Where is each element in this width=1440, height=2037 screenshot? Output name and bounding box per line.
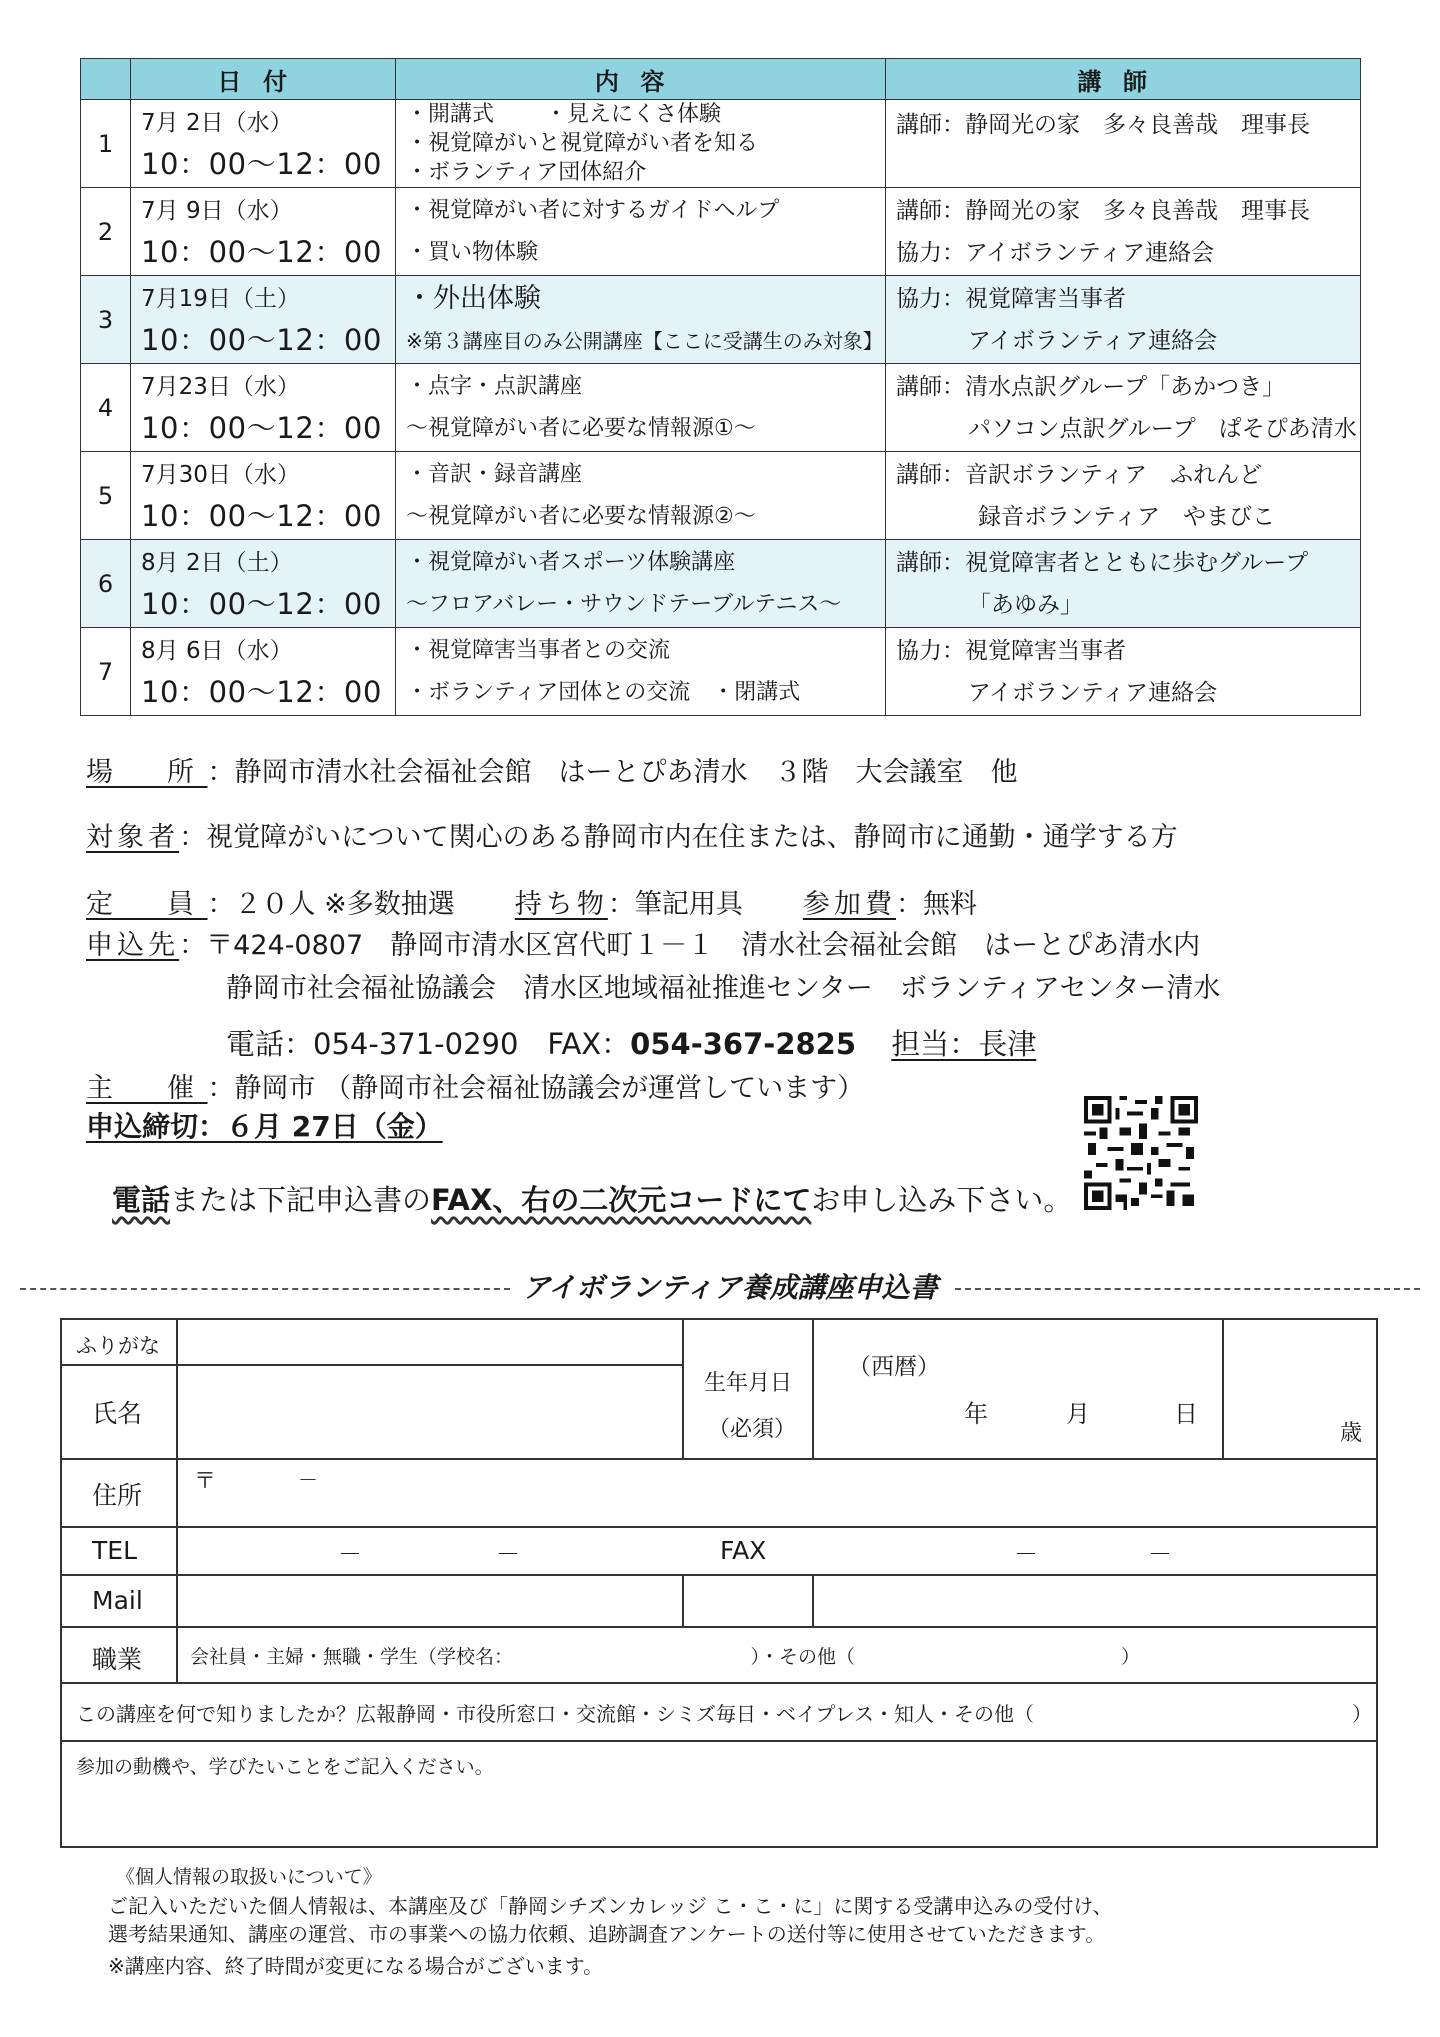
- birth-required: （必須）: [708, 1417, 797, 1442]
- session-content-cell: [396, 276, 886, 364]
- fee-value: ：無料: [896, 889, 978, 920]
- session-number: 2: [81, 188, 131, 276]
- host-label: 主 催: [86, 1073, 208, 1104]
- session-number: 4: [81, 364, 131, 452]
- qr-code[interactable]: [1084, 1096, 1198, 1210]
- session-content-line: ～視覚障がい者に必要な情報源②～: [406, 503, 756, 529]
- session-lecturer-line: 講師：静岡光の家 多々良善哉 理事長: [896, 197, 1310, 224]
- session-time: 10：00～12：00: [141, 674, 382, 709]
- col-divider: [812, 1320, 814, 1458]
- phone-number: 電話：054-371-0290 FAX：: [226, 1027, 631, 1061]
- session-number: 1: [81, 100, 131, 188]
- session-time: 10：00～12：00: [141, 498, 382, 533]
- col-divider: [812, 1574, 814, 1626]
- session-date: 7月 2日（水）: [141, 109, 293, 136]
- items-value: ：筆記用具: [607, 889, 743, 920]
- cut-line-right: [955, 1288, 1420, 1290]
- row-divider: [62, 1626, 1376, 1628]
- call-phone: 電話: [112, 1183, 171, 1217]
- fax-dash: －: [1014, 1540, 1038, 1568]
- session-time: 10：00～12：00: [141, 322, 382, 357]
- session-lecturer-line: アイボランティア連絡会: [968, 327, 1218, 354]
- session-content-cell: [396, 452, 886, 540]
- call-fax-qr: FAX、右の二次元コードにて: [431, 1183, 812, 1217]
- session-content-line: ・ボランティア団体紹介: [406, 160, 647, 185]
- session-time: 10：00～12：00: [141, 410, 382, 445]
- form-title: アイボランティア養成講座申込書: [522, 1271, 938, 1304]
- application-instruction: [112, 1178, 1072, 1219]
- session-date: 7月30日（水）: [141, 461, 300, 488]
- fax-dash: －: [1148, 1540, 1172, 1568]
- place-value: ：静岡市清水社会福祉会館 はーとぴあ清水 ３階 大会議室 他: [207, 757, 1018, 788]
- table-row: [81, 188, 1361, 276]
- session-lecturer-cell: [886, 188, 1361, 276]
- capacity-value: ：２０人 ※多数抽選: [207, 889, 455, 920]
- session-lecturer-cell: [886, 628, 1361, 716]
- apply-info: [86, 923, 1200, 962]
- session-lecturer-line: パソコン点訳グループ ぱそぴあ清水: [968, 415, 1357, 442]
- session-content-line: ・点字・点訳講座: [406, 373, 583, 399]
- call-end: お申し込み下さい。: [811, 1183, 1073, 1217]
- header-lecturer: 講師: [886, 59, 1361, 100]
- birth-label: 生年月日: [704, 1371, 793, 1396]
- session-time: 10：00～12：00: [141, 234, 382, 269]
- mail-label: Mail: [92, 1586, 143, 1615]
- col-divider: [682, 1574, 684, 1626]
- session-lecturer-line: 講師：清水点訳グループ「あかつき」: [896, 373, 1286, 400]
- session-number: 5: [81, 452, 131, 540]
- apply-address: ：〒424-0807 静岡市清水区宮代町１－１ 清水社会福祉会館 はーとぴあ清水内: [179, 930, 1201, 961]
- row-divider: [62, 1526, 1376, 1528]
- tel-label: TEL: [92, 1536, 137, 1565]
- age-label: 歳: [1340, 1421, 1363, 1446]
- job-options: 会社員・主婦・無職・学生（学校名： ）・その他（ ）: [190, 1646, 1141, 1668]
- fax-label: FAX: [720, 1536, 767, 1565]
- postal-dash: －: [298, 1468, 318, 1492]
- col-divider: [682, 1320, 684, 1458]
- session-lecturer-line: 協力：視覚障害当事者: [896, 637, 1126, 664]
- day-label: 日: [1174, 1400, 1198, 1428]
- application-form: [60, 1318, 1378, 1848]
- session-content-line: ・外出体験: [406, 282, 541, 314]
- session-lecturer-cell: [886, 276, 1361, 364]
- capacity-info: [86, 882, 977, 921]
- items-label: 持ち物: [514, 889, 608, 920]
- session-content-cell: [396, 628, 886, 716]
- session-date-cell: [131, 540, 396, 628]
- session-content-line: ・ボランティア団体との交流 ・閉講式: [406, 679, 801, 705]
- session-date: 8月 2日（土）: [141, 549, 293, 576]
- session-content-cell: [396, 364, 886, 452]
- call-mid: または下記申込書の: [170, 1183, 432, 1217]
- session-lecturer-line: 協力：視覚障害当事者: [896, 285, 1126, 312]
- session-lecturer-line: 協力：アイボランティア連絡会: [896, 239, 1215, 266]
- tel-dash: －: [338, 1540, 362, 1568]
- session-content-cell: [396, 100, 886, 188]
- session-content-line: ～視覚障がい者に必要な情報源①～: [406, 415, 756, 441]
- session-content-line: ・視覚障がいと視覚障がい者を知る: [406, 131, 759, 156]
- session-content-line: ・音訳・録音講座: [406, 461, 583, 487]
- session-date-cell: [131, 276, 396, 364]
- session-number: 7: [81, 628, 131, 716]
- session-content-line: ・視覚障害当事者との交流: [406, 637, 671, 663]
- session-lecturer-cell: [886, 540, 1361, 628]
- address-label: 住所: [92, 1481, 143, 1510]
- session-lecturer-line: 録音ボランティア やまびこ: [978, 503, 1276, 530]
- session-lecturer-line: 講師：音訳ボランティア ふれんど: [896, 461, 1263, 488]
- session-date-cell: [131, 628, 396, 716]
- furigana-label: ふりがな: [76, 1334, 160, 1358]
- privacy-title: 《個人情報の取扱いについて》: [116, 1866, 382, 1888]
- session-date: 8月 6日（水）: [141, 637, 293, 664]
- session-number: 6: [81, 540, 131, 628]
- session-lecturer-cell: [886, 100, 1361, 188]
- target-info: [86, 815, 1178, 854]
- privacy-text: ご記入いただいた個人情報は、本講座及び「静岡シチズンカレッジ こ・こ・に」に関する受講申込みの受付け、: [108, 1894, 1113, 1918]
- session-lecturer-cell: [886, 364, 1361, 452]
- fee-label: 参加費: [802, 889, 897, 920]
- header-date: 日付: [131, 59, 396, 100]
- year-label: 年: [964, 1400, 988, 1428]
- deadline: 申込締切：６月 27日（金）: [86, 1110, 443, 1143]
- place-label: 場 所: [86, 757, 208, 788]
- session-lecturer-line: 講師：視覚障害者とともに歩むグループ: [896, 549, 1309, 576]
- session-lecturer-line: 講師：静岡光の家 多々良善哉 理事長: [896, 112, 1310, 138]
- session-content-line: ・開講式 ・見えにくさ体験: [406, 102, 721, 127]
- schedule-table: [80, 58, 1361, 716]
- contact-person: 担当：長津: [891, 1027, 1037, 1061]
- name-label: 氏名: [92, 1399, 143, 1428]
- session-content-line: ・買い物体験: [406, 239, 539, 265]
- era-label: （西暦）: [848, 1354, 940, 1380]
- session-content-cell: [396, 540, 886, 628]
- capacity-label: 定 員: [86, 889, 208, 920]
- row-divider: [62, 1458, 1376, 1460]
- session-content-line: ※第３講座目のみ公開講座【ここに受講生のみ対象】: [406, 328, 883, 353]
- row-divider: [62, 1364, 684, 1366]
- row-divider: [62, 1740, 1376, 1742]
- fax-number: 054-367-2825: [630, 1027, 857, 1061]
- table-row: [81, 276, 1361, 364]
- session-time: 10：00～12：00: [141, 586, 382, 621]
- target-value: ：視覚障がいについて関心のある静岡市内在住または、静岡市に通勤・通学する方: [179, 822, 1178, 853]
- table-row: [81, 540, 1361, 628]
- session-date: 7月23日（水）: [141, 373, 300, 400]
- session-date-cell: [131, 452, 396, 540]
- place-info: [86, 750, 1018, 789]
- session-number: 3: [81, 276, 131, 364]
- job-label: 職業: [92, 1645, 143, 1674]
- session-content-line: ・視覚障がい者に対するガイドヘルプ: [406, 197, 780, 223]
- table-row: [81, 452, 1361, 540]
- row-divider: [62, 1682, 1376, 1684]
- session-date-cell: [131, 364, 396, 452]
- postal-mark: 〒: [194, 1469, 217, 1494]
- source-question: この講座を何で知りましたか？広報静岡・市役所窓口・交流館・シミズ毎日・ベイプレス・知人・その他（: [76, 1702, 1034, 1726]
- table-row: [81, 100, 1361, 188]
- target-label: 対象者: [86, 822, 180, 853]
- host-info: [86, 1066, 864, 1105]
- session-content-line: ・視覚障がい者スポーツ体験講座: [406, 549, 736, 575]
- session-lecturer-line: アイボランティア連絡会: [968, 679, 1218, 706]
- header-content: 内容: [396, 59, 886, 100]
- privacy-text: 選考結果通知、講座の運営、市の事業への協力依頼、追跡調査アンケートの送付等に使用させていただきます。: [108, 1922, 1106, 1946]
- session-content-line: ～フロアバレー・サウンドテーブルテニス～: [406, 591, 842, 617]
- source-close: ）: [1352, 1702, 1372, 1726]
- row-divider: [62, 1574, 1376, 1576]
- session-date: 7月19日（土）: [141, 285, 300, 312]
- cut-line-left: [20, 1288, 510, 1290]
- session-content-cell: [396, 188, 886, 276]
- motive-prompt: 参加の動機や、学びたいことをご記入ください。: [76, 1756, 494, 1778]
- table-row: [81, 628, 1361, 716]
- table-header-row: [81, 59, 1361, 100]
- col-divider: [1222, 1320, 1224, 1458]
- col-divider: [176, 1320, 178, 1682]
- session-lecturer-cell: [886, 452, 1361, 540]
- change-note: ※講座内容、終了時間が変更になる場合がございます。: [108, 1954, 604, 1978]
- phone-info: [226, 1022, 1036, 1063]
- table-row: [81, 364, 1361, 452]
- session-date-cell: [131, 188, 396, 276]
- apply-org: 静岡市社会福祉協議会 清水区地域福祉推進センター ボランティアセンター清水: [226, 973, 1221, 1004]
- month-label: 月: [1066, 1400, 1090, 1428]
- session-lecturer-line: 「あゆみ」: [968, 591, 1083, 618]
- tel-dash: －: [496, 1540, 520, 1568]
- session-time: 10：00～12：00: [141, 146, 382, 181]
- host-value: ：静岡市 （静岡市社会福祉協議会が運営しています）: [207, 1073, 865, 1104]
- header-number: [81, 59, 131, 100]
- session-date-cell: [131, 100, 396, 188]
- apply-label: 申込先: [86, 930, 180, 961]
- session-date: 7月 9日（水）: [141, 197, 293, 224]
